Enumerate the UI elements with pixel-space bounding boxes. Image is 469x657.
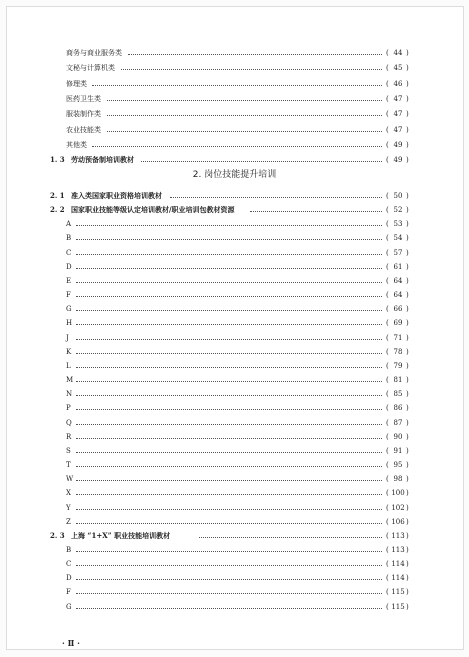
toc-entry [0, 374, 469, 386]
toc-entry [0, 586, 469, 598]
toc-entry [0, 247, 469, 259]
toc-entry [0, 275, 469, 287]
toc-entry [0, 502, 469, 514]
toc-entry-label: 其他类 [66, 140, 87, 149]
toc-entry [0, 232, 469, 244]
dot-leader [76, 395, 382, 396]
toc-entry [0, 402, 469, 414]
page-paren-left: ( [386, 206, 389, 215]
page-paren-right: ) [406, 305, 409, 314]
page-paren-right: ) [406, 503, 409, 512]
page-paren-right: ) [406, 446, 409, 455]
toc-entry-label: 商务与商业服务类 [66, 49, 122, 57]
toc-entry [0, 530, 469, 542]
page-paren-left: ( [386, 291, 389, 300]
page-paren-right: ) [406, 390, 409, 399]
toc-entry [0, 78, 469, 90]
dot-leader [76, 494, 382, 495]
page-paren-right: ) [406, 94, 409, 103]
page-paren-right: ) [406, 517, 409, 526]
toc-entry-number: 1. 3 [50, 155, 65, 165]
toc-entry [0, 388, 469, 400]
page-paren-left: ( [386, 517, 389, 526]
dot-leader [250, 211, 382, 212]
page-paren-left: ( [386, 94, 389, 103]
page-paren-left: ( [386, 305, 389, 314]
toc-entry-number: 2. 2 [50, 205, 65, 215]
toc-entry-page: 44 [393, 49, 403, 57]
dot-leader [76, 579, 382, 580]
page-paren-right: ) [406, 461, 409, 470]
toc-entry [0, 204, 469, 216]
toc-entry-label: 修理类 [66, 79, 87, 88]
dot-leader [76, 452, 382, 453]
page-paren-left: ( [386, 376, 389, 385]
page-paren-left: ( [386, 432, 389, 441]
page-paren-left: ( [386, 361, 389, 370]
page-paren-left: ( [386, 560, 389, 569]
toc-entry-label: K [66, 347, 72, 356]
page-paren-right: ) [406, 192, 409, 200]
toc-entry-page: 46 [393, 79, 403, 88]
toc-entry-label: D [66, 574, 72, 583]
page-paren-left: ( [386, 79, 389, 88]
page-paren-left: ( [386, 531, 389, 540]
toc-entry-page: 115 [391, 602, 405, 611]
page-paren-right: ) [406, 156, 409, 165]
page-paren-left: ( [386, 602, 389, 611]
toc-entry-label: D [66, 262, 72, 271]
dot-leader [76, 282, 382, 283]
toc-entry [0, 47, 469, 59]
page-paren-left: ( [386, 220, 389, 229]
toc-entry-number: 2. 3 [50, 530, 65, 540]
page-paren-left: ( [386, 49, 389, 57]
toc-entry-label: 准入类国家职业资格培训教材 [71, 191, 162, 200]
toc-entry-label: 农业技能类 [66, 125, 101, 134]
page-paren-left: ( [386, 319, 389, 328]
page-paren-left: ( [386, 234, 389, 243]
page-paren-left: ( [386, 156, 389, 165]
toc-entry-label: J [66, 333, 69, 342]
page-paren-left: ( [386, 546, 389, 554]
toc-entry-label: P [66, 404, 71, 413]
dot-leader [141, 161, 382, 162]
toc-entry-page: 114 [391, 574, 405, 583]
dot-leader [199, 537, 382, 538]
toc-entry-page: 106 [391, 517, 405, 526]
toc-entry [0, 317, 469, 329]
toc-entry-page: 113 [391, 531, 405, 540]
dot-leader [76, 466, 382, 467]
toc-entry [0, 487, 469, 499]
dot-leader [128, 54, 382, 55]
page-footer-number: · Ⅱ · [62, 638, 80, 648]
page-paren-right: ) [406, 404, 409, 413]
toc-entry-page: 71 [393, 333, 403, 342]
page-paren-right: ) [406, 574, 409, 583]
toc-entry-page: 100 [391, 489, 405, 498]
toc-entry-label: H [66, 319, 73, 328]
toc-entry-page: 90 [393, 432, 403, 441]
toc-entry-page: 57 [393, 248, 403, 257]
toc-entry-page: 86 [393, 404, 403, 413]
toc-entry-page: 115 [391, 588, 405, 597]
dot-leader [76, 565, 382, 566]
toc-entry [0, 218, 469, 230]
page-paren-right: ) [406, 347, 409, 356]
page-paren-right: ) [406, 220, 409, 229]
toc-entry-page: 78 [393, 347, 403, 356]
dot-leader [76, 254, 382, 255]
dot-leader [76, 339, 382, 340]
dot-leader [76, 353, 382, 354]
page-paren-right: ) [406, 361, 409, 370]
dot-leader [76, 225, 382, 226]
toc-entry-label: S [66, 446, 71, 455]
toc-entry-page: 95 [393, 461, 403, 470]
dot-leader [76, 409, 382, 410]
page-paren-right: ) [406, 125, 409, 134]
page-paren-right: ) [406, 234, 409, 243]
toc-entry-label: M [66, 376, 74, 385]
page-paren-left: ( [386, 110, 389, 119]
page-paren-left: ( [386, 125, 389, 134]
page-paren-left: ( [386, 446, 389, 455]
toc-entry-label: W [66, 475, 74, 484]
dot-leader [92, 146, 382, 147]
page-paren-right: ) [406, 489, 409, 498]
toc-entry-label: A [66, 220, 72, 229]
page-paren-right: ) [406, 376, 409, 385]
toc-entry-label: F [66, 291, 71, 300]
page-paren-right: ) [406, 546, 409, 554]
dot-leader [107, 131, 383, 132]
toc-entry [0, 572, 469, 584]
toc-entry-page: 52 [393, 206, 403, 215]
page-paren-right: ) [406, 248, 409, 257]
page-paren-left: ( [386, 574, 389, 583]
dot-leader [121, 69, 382, 70]
toc-entry [0, 62, 469, 74]
page-paren-left: ( [386, 140, 389, 149]
toc-entry [0, 417, 469, 429]
dot-leader [92, 85, 382, 86]
toc-entry-page: 61 [393, 262, 403, 271]
toc-entry [0, 108, 469, 120]
page-paren-right: ) [406, 333, 409, 342]
toc-entry-label: 劳动预备制培训教材 [71, 155, 134, 165]
page-paren-right: ) [406, 262, 409, 271]
dot-leader [76, 324, 382, 325]
toc-entry-label: F [66, 588, 71, 597]
toc-entry-label: X [66, 489, 71, 498]
page-paren-left: ( [386, 418, 389, 427]
toc-entry-page: 91 [393, 446, 403, 455]
toc-entry-label: G [66, 305, 72, 314]
page-paren-left: ( [386, 333, 389, 342]
page-paren-left: ( [386, 347, 389, 356]
toc-entry-page: 81 [393, 376, 403, 385]
toc-entry-label: C [66, 560, 72, 569]
toc-entry-page: 47 [393, 94, 403, 103]
toc-entry-page: 79 [393, 361, 403, 370]
toc-entry [0, 544, 469, 556]
page-paren-left: ( [386, 248, 389, 257]
page-paren-left: ( [386, 461, 389, 470]
page-paren-left: ( [386, 64, 389, 73]
page-paren-right: ) [406, 560, 409, 569]
toc-entry [0, 190, 469, 202]
page-paren-left: ( [386, 192, 389, 200]
page-paren-left: ( [386, 276, 389, 285]
toc-entry [0, 332, 469, 344]
dot-leader [76, 367, 382, 368]
page-paren-right: ) [406, 64, 409, 73]
toc-entry [0, 516, 469, 528]
toc-entry-page: 69 [393, 319, 403, 328]
toc-entry-label: R [66, 432, 72, 441]
page-paren-left: ( [386, 588, 389, 597]
page-paren-right: ) [406, 418, 409, 427]
dot-leader [76, 551, 382, 552]
section-title: 2. 岗位技能提升培训 [192, 170, 277, 180]
dot-leader [170, 197, 382, 198]
toc-entry-page: 49 [393, 140, 403, 149]
toc-entry-label: E [66, 276, 72, 285]
toc-entry-label: 文秘与计算机类 [66, 64, 115, 73]
toc-entry [0, 346, 469, 358]
toc-entry [0, 154, 469, 166]
toc-entry-number: 2. 1 [50, 191, 65, 200]
page-paren-left: ( [386, 404, 389, 413]
page-paren-right: ) [406, 291, 409, 300]
page-paren-left: ( [386, 503, 389, 512]
page-paren-right: ) [406, 531, 409, 540]
toc-entry-page: 98 [393, 475, 403, 484]
toc-entry [0, 459, 469, 471]
toc-entry-label: 国家职业技能等级认定培训教材/职业培训包教材资源 [71, 205, 235, 215]
toc-entry [0, 558, 469, 570]
toc-entry-page: 49 [393, 156, 403, 165]
toc-entry-page: 113 [391, 546, 405, 554]
toc-entry [0, 473, 469, 485]
toc-entry-label: B [66, 546, 72, 554]
page-paren-right: ) [406, 140, 409, 149]
dot-leader [76, 438, 382, 439]
toc-entry-label: T [66, 461, 71, 470]
toc-entry-page: 114 [391, 560, 405, 569]
dot-leader [76, 608, 382, 609]
page-paren-right: ) [406, 79, 409, 88]
page-paren-right: ) [406, 110, 409, 119]
toc-entry-label: Q [66, 418, 72, 427]
toc-entry-page: 102 [391, 503, 405, 512]
toc-entry-label: 医药卫生类 [66, 94, 101, 103]
dot-leader [76, 480, 382, 481]
dot-leader [76, 239, 382, 240]
dot-leader [76, 268, 382, 269]
dot-leader [76, 424, 382, 425]
toc-entry-page: 64 [393, 276, 403, 285]
page-paren-right: ) [406, 49, 409, 57]
dot-leader [76, 593, 382, 594]
toc-entry-label: 上海 “1+X” 职业技能培训教材 [71, 530, 171, 540]
toc-entry-label: L [66, 361, 71, 370]
toc-entry [0, 601, 469, 613]
page-paren-right: ) [406, 475, 409, 484]
toc-entry-page: 64 [393, 291, 403, 300]
toc-entry-page: 53 [393, 220, 403, 229]
toc-entry-page: 47 [393, 110, 403, 119]
toc-entry-page: 47 [393, 125, 403, 134]
dot-leader [76, 523, 382, 524]
toc-entry-label: C [66, 248, 72, 257]
dot-leader [107, 115, 383, 116]
toc-entry [0, 139, 469, 151]
page-paren-right: ) [406, 206, 409, 215]
toc-entry [0, 93, 469, 105]
toc-entry [0, 445, 469, 457]
page-paren-left: ( [386, 475, 389, 484]
toc-entry-label: N [66, 390, 73, 399]
page-paren-right: ) [406, 602, 409, 611]
toc-entry-page: 45 [393, 64, 403, 73]
page-paren-right: ) [406, 588, 409, 597]
dot-leader [76, 381, 382, 382]
dot-leader [76, 509, 382, 510]
toc-entry-label: G [66, 602, 72, 611]
dot-leader [76, 310, 382, 311]
toc-entry [0, 289, 469, 301]
dot-leader [107, 100, 383, 101]
toc-entry [0, 124, 469, 136]
page-paren-right: ) [406, 276, 409, 285]
toc-entry-label: 服装制作类 [66, 110, 101, 119]
toc-entry-label: Y [66, 503, 71, 512]
toc-entry-page: 87 [393, 418, 403, 427]
dot-leader [76, 296, 382, 297]
toc-entry [0, 360, 469, 372]
toc-entry [0, 303, 469, 315]
toc-entry-page: 54 [393, 234, 403, 243]
toc-entry-label: B [66, 234, 72, 243]
toc-entry-label: Z [66, 517, 71, 526]
page-paren-left: ( [386, 489, 389, 498]
page-paren-left: ( [386, 262, 389, 271]
page-paren-right: ) [406, 432, 409, 441]
toc-entry-page: 85 [393, 390, 403, 399]
page-paren-right: ) [406, 319, 409, 328]
toc-entry-page: 50 [393, 192, 403, 200]
toc-entry-page: 66 [393, 305, 403, 314]
page-paren-left: ( [386, 390, 389, 399]
toc-entry [0, 261, 469, 273]
toc-entry [0, 431, 469, 443]
